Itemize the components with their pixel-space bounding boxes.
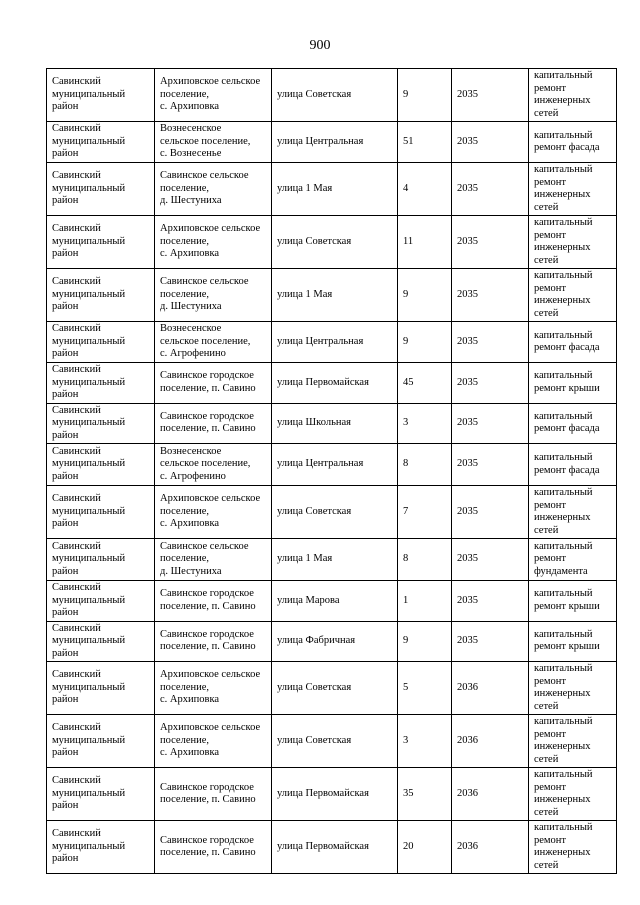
table-row (47, 621, 617, 662)
district-cell: Савинский муниципальный район (47, 216, 155, 269)
settlement-cell: Савинское городское поселение, п. Савино (155, 403, 272, 444)
table-row (47, 403, 617, 444)
settlement-cell: Савинское городское поселение, п. Савино (155, 768, 272, 821)
year-cell: 2036 (452, 768, 529, 821)
district-cell: Савинский муниципальный район (47, 715, 155, 768)
table-row (47, 216, 617, 269)
table-row (47, 363, 617, 404)
work-type-cell: капитальный ремонт инженерных сетей (529, 163, 617, 216)
year-cell: 2035 (452, 581, 529, 622)
district-cell: Савинский муниципальный район (47, 363, 155, 404)
house-number-cell: 51 (398, 122, 452, 163)
year-cell: 2035 (452, 403, 529, 444)
house-number-cell: 20 (398, 821, 452, 874)
house-number-cell: 5 (398, 662, 452, 715)
settlement-cell: Савинское городское поселение, п. Савино (155, 821, 272, 874)
house-number-cell: 3 (398, 715, 452, 768)
house-number-cell: 8 (398, 444, 452, 486)
work-type-cell: капитальный ремонт крыши (529, 363, 617, 404)
table-row (47, 444, 617, 486)
work-type-cell: капитальный ремонт фасада (529, 322, 617, 363)
table-row (47, 715, 617, 768)
work-type-cell: капитальный ремонт фундамента (529, 539, 617, 581)
settlement-cell: Архиповское сельское поселение, с. Архиповка (155, 69, 272, 122)
district-cell: Савинский муниципальный район (47, 122, 155, 163)
street-cell: улица Центральная (272, 122, 398, 163)
house-number-cell: 8 (398, 539, 452, 581)
year-cell: 2035 (452, 69, 529, 122)
district-cell: Савинский муниципальный район (47, 486, 155, 539)
work-type-cell: капитальный ремонт инженерных сетей (529, 715, 617, 768)
district-cell: Савинский муниципальный район (47, 269, 155, 322)
year-cell: 2036 (452, 821, 529, 874)
year-cell: 2035 (452, 363, 529, 404)
district-cell: Савинский муниципальный район (47, 768, 155, 821)
table-row (47, 539, 617, 581)
year-cell: 2035 (452, 122, 529, 163)
house-number-cell: 9 (398, 269, 452, 322)
year-cell: 2035 (452, 539, 529, 581)
work-type-cell: капитальный ремонт фасада (529, 444, 617, 486)
work-type-cell: капитальный ремонт инженерных сетей (529, 269, 617, 322)
street-cell: улица Марова (272, 581, 398, 622)
settlement-cell: Архиповское сельское поселение, с. Архиповка (155, 715, 272, 768)
house-number-cell: 9 (398, 621, 452, 662)
street-cell: улица Советская (272, 69, 398, 122)
year-cell: 2035 (452, 444, 529, 486)
table-row (47, 662, 617, 715)
district-cell: Савинский муниципальный район (47, 621, 155, 662)
street-cell: улица 1 Мая (272, 269, 398, 322)
year-cell: 2035 (452, 269, 529, 322)
house-number-cell: 7 (398, 486, 452, 539)
work-type-cell: капитальный ремонт крыши (529, 621, 617, 662)
street-cell: улица Советская (272, 715, 398, 768)
year-cell: 2035 (452, 216, 529, 269)
house-number-cell: 11 (398, 216, 452, 269)
settlement-cell: Савинское сельское поселение, д. Шестуниха (155, 539, 272, 581)
table-row (47, 163, 617, 216)
district-cell: Савинский муниципальный район (47, 403, 155, 444)
district-cell: Савинский муниципальный район (47, 581, 155, 622)
house-number-cell: 9 (398, 69, 452, 122)
page-number: 900 (309, 38, 331, 53)
district-cell: Савинский муниципальный район (47, 662, 155, 715)
house-number-cell: 9 (398, 322, 452, 363)
table-row (47, 269, 617, 322)
table-row (47, 581, 617, 622)
street-cell: улица Советская (272, 216, 398, 269)
street-cell: улица 1 Мая (272, 539, 398, 581)
settlement-cell: Савинское городское поселение, п. Савино (155, 621, 272, 662)
work-type-cell: капитальный ремонт фасада (529, 403, 617, 444)
work-type-cell: капитальный ремонт инженерных сетей (529, 662, 617, 715)
street-cell: улица Первомайская (272, 821, 398, 874)
house-number-cell: 35 (398, 768, 452, 821)
settlement-cell: Савинское городское поселение, п. Савино (155, 363, 272, 404)
street-cell: улица 1 Мая (272, 163, 398, 216)
year-cell: 2036 (452, 715, 529, 768)
year-cell: 2035 (452, 486, 529, 539)
year-cell: 2036 (452, 662, 529, 715)
house-number-cell: 1 (398, 581, 452, 622)
table-row (47, 69, 617, 122)
year-cell: 2035 (452, 322, 529, 363)
settlement-cell: Архиповское сельское поселение, с. Архиповка (155, 486, 272, 539)
work-type-cell: капитальный ремонт инженерных сетей (529, 216, 617, 269)
street-cell: улица Первомайская (272, 768, 398, 821)
district-cell: Савинский муниципальный район (47, 821, 155, 874)
house-number-cell: 4 (398, 163, 452, 216)
table-row (47, 322, 617, 363)
settlement-cell: Архиповское сельское поселение, с. Архиповка (155, 662, 272, 715)
house-number-cell: 45 (398, 363, 452, 404)
district-cell: Савинский муниципальный район (47, 69, 155, 122)
table-row (47, 768, 617, 821)
street-cell: улица Первомайская (272, 363, 398, 404)
work-type-cell: капитальный ремонт фасада (529, 122, 617, 163)
work-type-cell: капитальный ремонт крыши (529, 581, 617, 622)
street-cell: улица Фабричная (272, 621, 398, 662)
house-number-cell: 3 (398, 403, 452, 444)
settlement-cell: Вознесенское сельское поселение, с. Агрофенино (155, 322, 272, 363)
street-cell: улица Школьная (272, 403, 398, 444)
street-cell: улица Советская (272, 486, 398, 539)
district-cell: Савинский муниципальный район (47, 444, 155, 486)
work-type-cell: капитальный ремонт инженерных сетей (529, 486, 617, 539)
table-row (47, 486, 617, 539)
settlement-cell: Архиповское сельское поселение, с. Архиповка (155, 216, 272, 269)
street-cell: улица Советская (272, 662, 398, 715)
settlement-cell: Савинское сельское поселение, д. Шестуниха (155, 163, 272, 216)
district-cell: Савинский муниципальный район (47, 322, 155, 363)
settlement-cell: Савинское городское поселение, п. Савино (155, 581, 272, 622)
year-cell: 2035 (452, 621, 529, 662)
table-row (47, 821, 617, 874)
table-body (47, 69, 617, 874)
settlement-cell: Вознесенское сельское поселение, с. Вознесенье (155, 122, 272, 163)
work-type-cell: капитальный ремонт инженерных сетей (529, 768, 617, 821)
district-cell: Савинский муниципальный район (47, 539, 155, 581)
registry-table (46, 68, 617, 874)
settlement-cell: Савинское сельское поселение, д. Шестуниха (155, 269, 272, 322)
street-cell: улица Центральная (272, 444, 398, 486)
year-cell: 2035 (452, 163, 529, 216)
district-cell: Савинский муниципальный район (47, 163, 155, 216)
work-type-cell: капитальный ремонт инженерных сетей (529, 821, 617, 874)
street-cell: улица Центральная (272, 322, 398, 363)
table-row (47, 122, 617, 163)
work-type-cell: капитальный ремонт инженерных сетей (529, 69, 617, 122)
settlement-cell: Вознесенское сельское поселение, с. Агрофенино (155, 444, 272, 486)
